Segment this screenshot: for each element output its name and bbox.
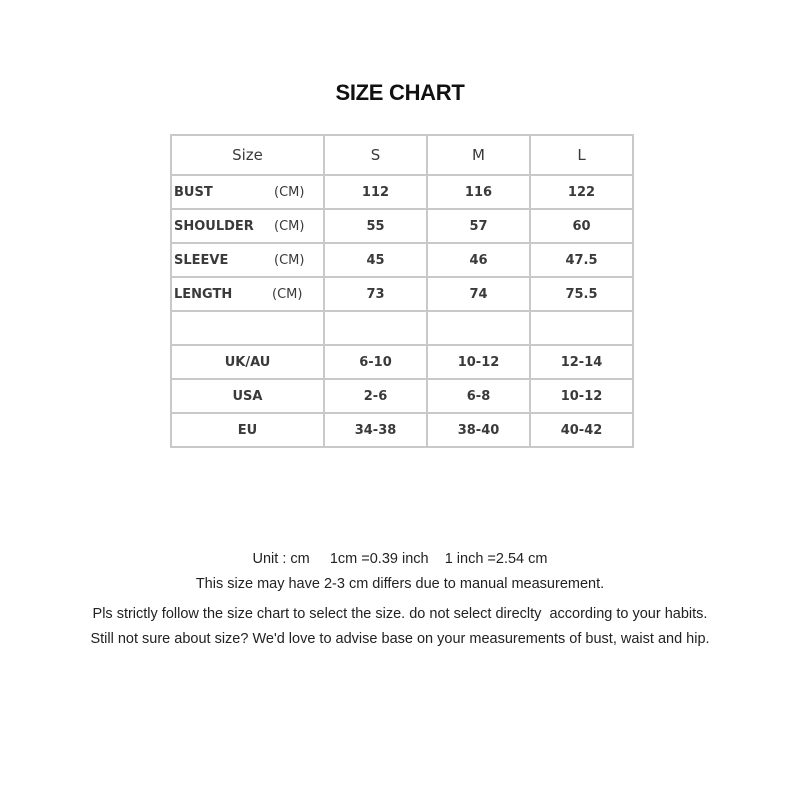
table-row: [171, 243, 633, 277]
table-cell: 112: [324, 175, 427, 209]
table-cell: 75.5: [530, 277, 633, 311]
measure-name: BUST: [174, 184, 213, 200]
header-cell: L: [530, 135, 633, 175]
table-row: [171, 345, 633, 379]
size-chart-table: [170, 134, 634, 448]
row-label: USA: [171, 379, 324, 413]
measure-unit: (CM): [274, 252, 305, 268]
table-cell: 10-12: [530, 379, 633, 413]
table-row: [171, 277, 633, 311]
header-cell: S: [324, 135, 427, 175]
page-title: SIZE CHART: [335, 80, 465, 105]
table-cell: 38-40: [427, 413, 530, 447]
row-label: [171, 175, 324, 209]
measure-unit: (CM): [274, 184, 305, 200]
table-cell: 12-14: [530, 345, 633, 379]
table-header-row: [171, 135, 633, 175]
unit-note: Unit : cm 1cm =0.39 inch 1 inch =2.54 cm: [252, 551, 548, 567]
table-cell: 116: [427, 175, 530, 209]
table-cell: 6-8: [427, 379, 530, 413]
selection-note: Pls strictly follow the size chart to select the size. do not select direclty according to your habits.: [92, 606, 708, 622]
empty-cell: [530, 311, 633, 345]
row-label: [171, 243, 324, 277]
row-label: EU: [171, 413, 324, 447]
table-row: [171, 209, 633, 243]
empty-row: [171, 311, 633, 345]
table-cell: 10-12: [427, 345, 530, 379]
table-cell: 2-6: [324, 379, 427, 413]
table-cell: 46: [427, 243, 530, 277]
table-cell: 73: [324, 277, 427, 311]
row-label: [171, 277, 324, 311]
header-cell: M: [427, 135, 530, 175]
measure-name: SHOULDER: [174, 218, 254, 234]
table-cell: 57: [427, 209, 530, 243]
table-cell: 55: [324, 209, 427, 243]
table-cell: 122: [530, 175, 633, 209]
header-cell: Size: [171, 135, 324, 175]
table-cell: 40-42: [530, 413, 633, 447]
empty-cell: [324, 311, 427, 345]
table-row: [171, 175, 633, 209]
empty-cell: [171, 311, 324, 345]
table-cell: 34-38: [324, 413, 427, 447]
advice-note: Still not sure about size? We'd love to advise base on your measurements of bust, waist and hip.: [90, 631, 710, 647]
empty-cell: [427, 311, 530, 345]
measure-unit: (CM): [272, 286, 303, 302]
measurement-note: This size may have 2-3 cm differs due to manual measurement.: [195, 576, 605, 592]
table-cell: 74: [427, 277, 530, 311]
table-row: [171, 379, 633, 413]
table-cell: 60: [530, 209, 633, 243]
table-cell: 45: [324, 243, 427, 277]
row-label: [171, 209, 324, 243]
measure-name: SLEEVE: [174, 252, 229, 268]
table-cell: 6-10: [324, 345, 427, 379]
measure-unit: (CM): [274, 218, 305, 234]
row-label: UK/AU: [171, 345, 324, 379]
measure-name: LENGTH: [174, 286, 233, 302]
table-row: [171, 413, 633, 447]
table-cell: 47.5: [530, 243, 633, 277]
